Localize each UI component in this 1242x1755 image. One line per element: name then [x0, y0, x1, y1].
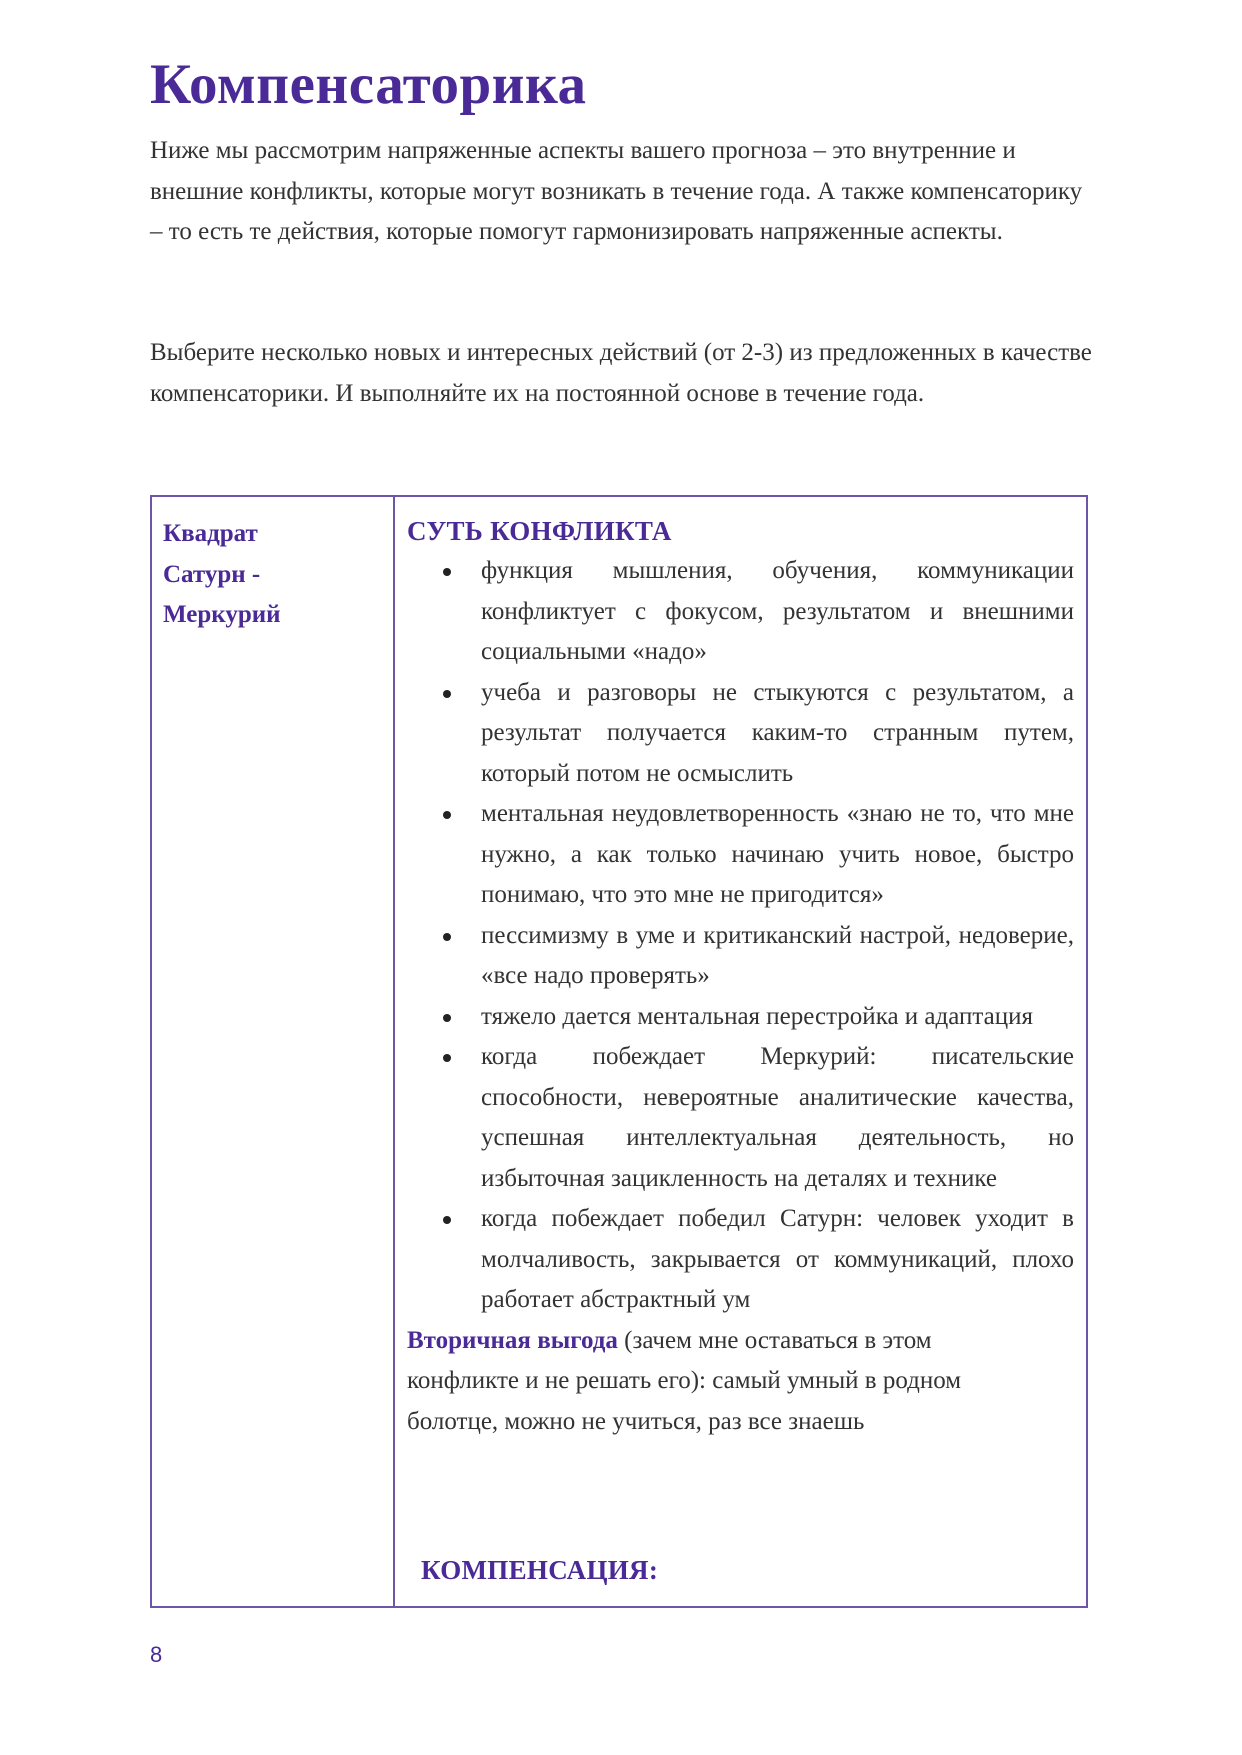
list-item: когда побеждает Меркурий: писательские способности, невероятные аналитические качества, успешная интеллектуальная деятельность, но избыточная зацикленность на деталях и технике	[481, 1037, 1074, 1199]
bullet-icon	[443, 1216, 451, 1224]
secondary-benefit	[407, 1321, 987, 1443]
list-item: функция мышления, обучения, коммуникации конфликтует с фокусом, результатом и внешними социальными «надо»	[481, 551, 1074, 673]
bullet-icon	[443, 690, 451, 698]
bullet-icon	[443, 933, 451, 941]
aspect-name: Квадрат Сатурн - Меркурий	[163, 520, 281, 628]
list-item: ментальная неудовлетворенность «знаю не то, что мне нужно, а как только начинаю учить новое, быстро понимаю, что это мне не пригодится»	[481, 794, 1074, 916]
intro-paragraph: Ниже мы рассмотрим напряженные аспекты вашего прогноза – это внутренние и внешние конфликты, которые могут возникать в течение года. А также компенсаторику – то есть те действия, которые помогут гармонизировать напряженные аспекты.	[150, 137, 1083, 245]
compensation-heading: КОМПЕНСАЦИЯ:	[421, 1555, 659, 1585]
conflict-list	[407, 551, 1074, 1321]
secondary-benefit-label: Вторичная выгода	[407, 1326, 618, 1354]
list-item: пессимизму в уме и критиканский настрой, недоверие, «все надо проверять»	[481, 916, 1074, 997]
page-number: 8	[150, 1642, 163, 1667]
aspect-table	[150, 495, 1088, 1608]
list-item: когда побеждает победил Сатурн: человек уходит в молчаливость, закрывается от коммуникаций, плохо работает абстрактный ум	[481, 1199, 1074, 1321]
list-item: тяжело дается ментальная перестройка и адаптация	[481, 997, 1074, 1038]
bullet-icon	[443, 1054, 451, 1062]
bullet-icon	[443, 568, 451, 576]
secondary-benefit-text: (зачем мне оставаться в этом конфликте и не решать его): самый умный в родном болотце, можно не учиться, раз все знаешь	[407, 1326, 962, 1435]
bullet-icon	[443, 811, 451, 819]
page-title: Компенсаторика	[150, 53, 587, 116]
aspect-name-cell	[152, 497, 395, 1606]
bullet-icon	[443, 1014, 451, 1022]
instruction-paragraph: Выберите несколько новых и интересных действий (от 2-3) из предложенных в качестве компенсаторики. И выполняйте их на постоянной основе в течение года.	[150, 339, 1092, 407]
list-item: учеба и разговоры не стыкуются с результатом, а результат получается каким-то странным путем, который потом не осмыслить	[481, 673, 1074, 795]
conflict-heading: СУТЬ КОНФЛИКТА	[407, 516, 672, 546]
aspect-description-cell	[395, 497, 1086, 1606]
